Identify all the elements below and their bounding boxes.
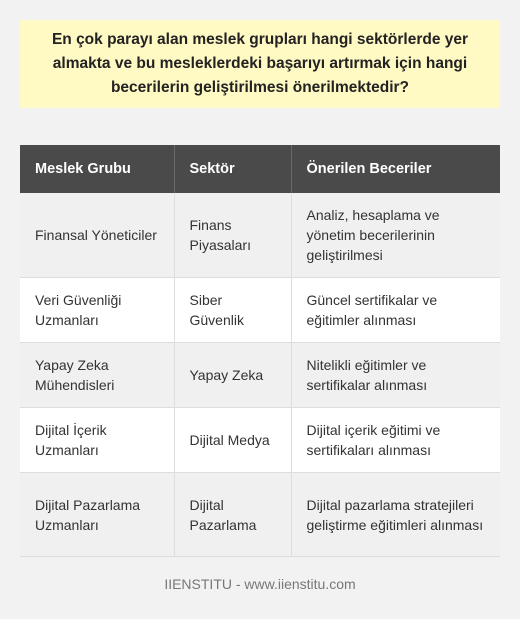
- cell-skills: Nitelikli eğitimler ve sertifikalar alınması: [291, 343, 500, 408]
- cell-occupation: Yapay Zeka Mühendisleri: [20, 343, 174, 408]
- cell-skills: Güncel sertifikalar ve eğitimler alınması: [291, 278, 500, 343]
- table-row: [20, 193, 500, 278]
- cell-occupation: Finansal Yöneticiler: [20, 193, 174, 278]
- cell-sector: Finans Piyasaları: [174, 193, 291, 278]
- question-text: En çok parayı alan meslek grupları hangi sektörlerde yer almakta ve bu mesleklerdeki başarıyı artırmak için hangi becerilerin geliştirilmesi önerilmektedir?: [51, 31, 469, 96]
- cell-sector: Yapay Zeka: [174, 343, 291, 408]
- header-sector: Sektör: [174, 145, 291, 193]
- career-table: [20, 145, 500, 557]
- cell-occupation: Dijital Pazarlama Uzmanları: [20, 473, 174, 557]
- cell-skills: Dijital içerik eğitimi ve sertifikaları alınması: [291, 408, 500, 473]
- cell-skills: Dijital pazarlama stratejileri geliştirme eğitimleri alınması: [291, 473, 500, 557]
- table-row: [20, 408, 500, 473]
- header-skills: Önerilen Beceriler: [291, 145, 500, 193]
- question-box: [20, 20, 500, 108]
- header-occupation: Meslek Grubu: [20, 145, 174, 193]
- table-row: [20, 278, 500, 343]
- cell-skills: Analiz, hesaplama ve yönetim becerilerinin geliştirilmesi: [291, 193, 500, 278]
- table-container: [20, 145, 500, 557]
- cell-sector: Dijital Pazarlama: [174, 473, 291, 557]
- cell-sector: Dijital Medya: [174, 408, 291, 473]
- cell-occupation: Dijital İçerik Uzmanları: [20, 408, 174, 473]
- table-header-row: [20, 145, 500, 193]
- cell-sector: Siber Güvenlik: [174, 278, 291, 343]
- cell-occupation: Veri Güvenliği Uzmanları: [20, 278, 174, 343]
- table-row: [20, 473, 500, 557]
- table-row: [20, 343, 500, 408]
- footer-credit: IIENSTITU - www.iienstitu.com: [164, 576, 356, 592]
